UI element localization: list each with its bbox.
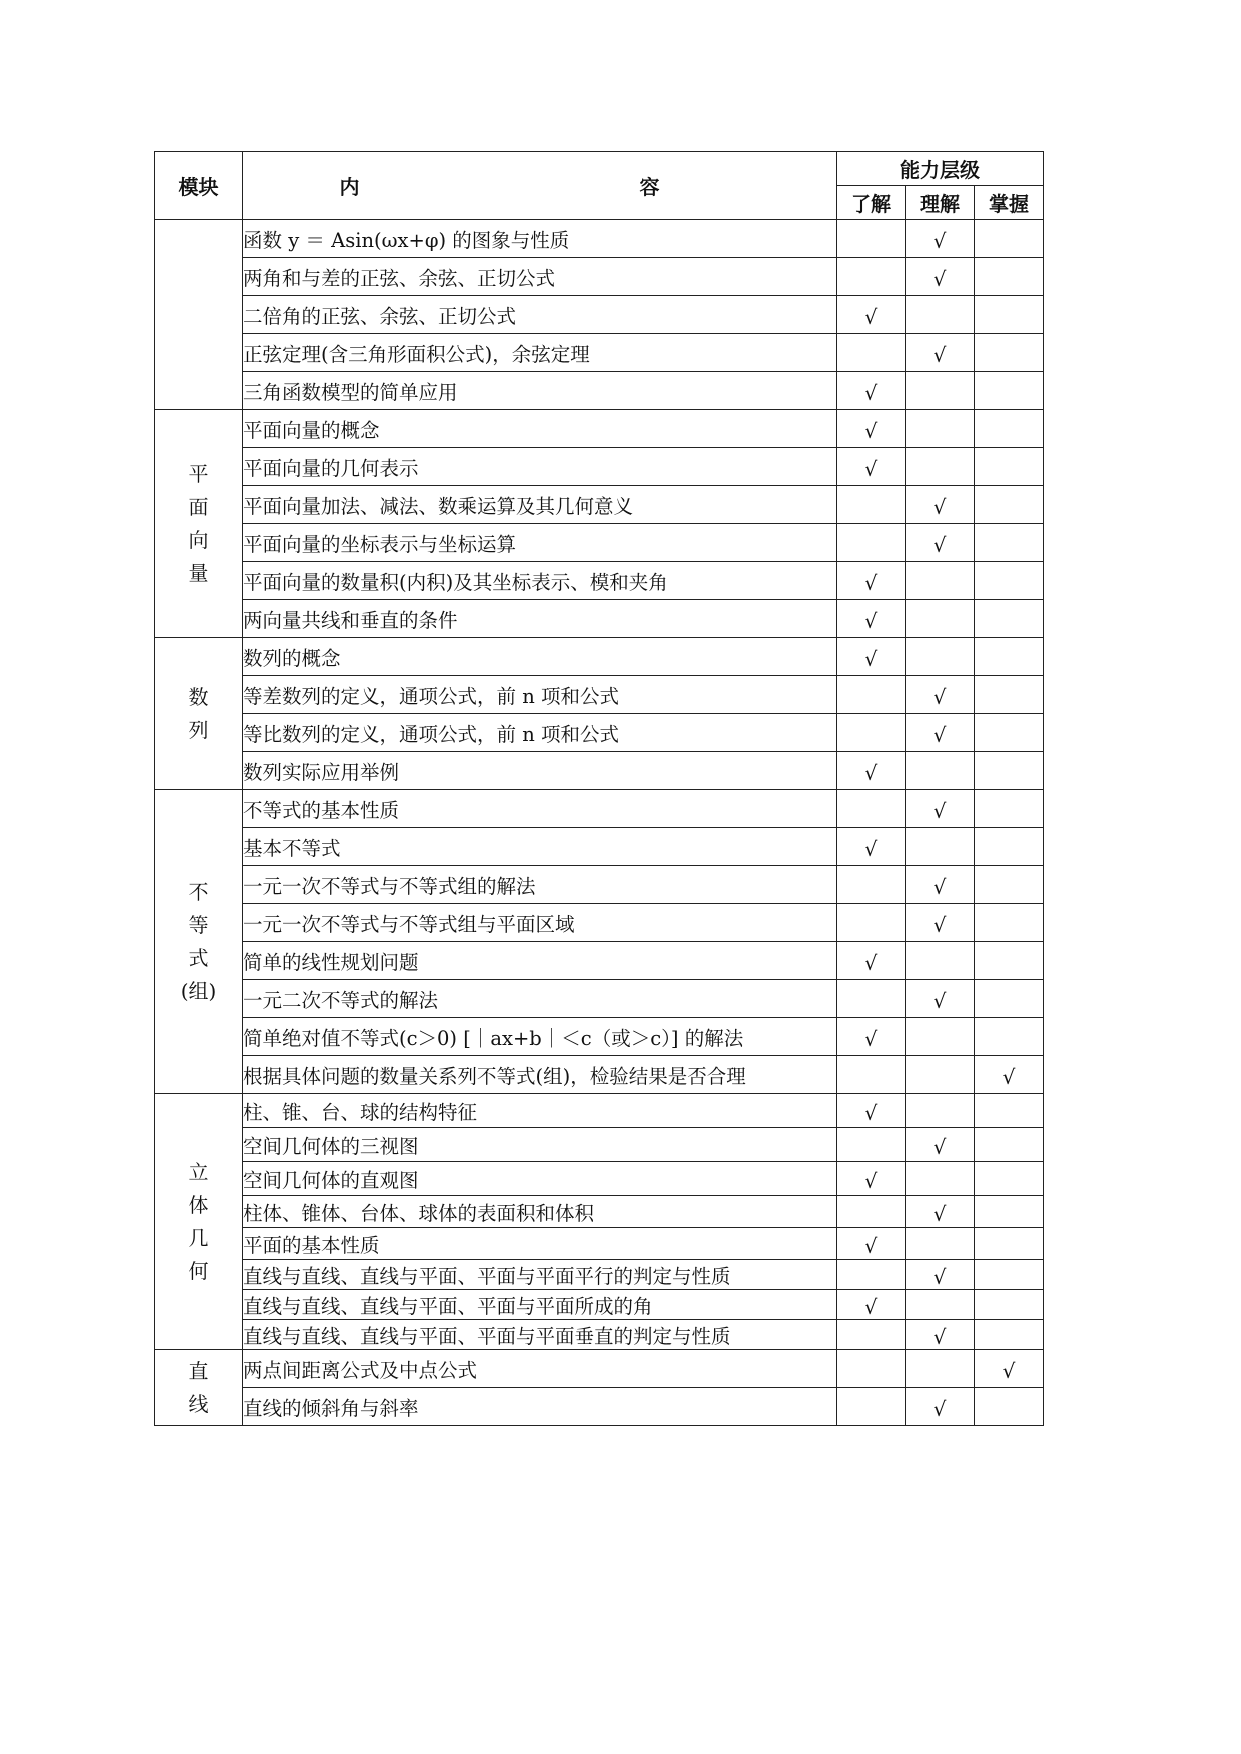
content-cell: 三角函数模型的简单应用 xyxy=(243,372,837,410)
content-cell: 数列的概念 xyxy=(243,638,837,676)
content-cell: 直线的倾斜角与斜率 xyxy=(243,1388,837,1426)
checkmark-icon: √ xyxy=(1002,1064,1016,1089)
content-cell: 直线与直线、直线与平面、平面与平面所成的角 xyxy=(243,1290,837,1320)
level-cell xyxy=(975,1320,1044,1350)
level-cell xyxy=(975,638,1044,676)
level-cell xyxy=(906,334,975,372)
level-cell xyxy=(837,600,906,638)
checkmark-icon: √ xyxy=(933,266,947,291)
level-cell xyxy=(975,296,1044,334)
level-cell xyxy=(837,638,906,676)
level-cell xyxy=(837,296,906,334)
content-cell: 平面向量的几何表示 xyxy=(243,448,837,486)
table-row xyxy=(155,1018,1044,1056)
checkmark-icon: √ xyxy=(864,456,878,481)
level-cell xyxy=(975,1162,1044,1196)
level-cell xyxy=(837,1260,906,1290)
table-row xyxy=(155,296,1044,334)
module-cell xyxy=(155,410,243,638)
checkmark-icon: √ xyxy=(933,228,947,253)
level-cell xyxy=(906,1290,975,1320)
level-cell xyxy=(975,600,1044,638)
table-row xyxy=(155,1388,1044,1426)
checkmark-icon: √ xyxy=(933,798,947,823)
checkmark-icon: √ xyxy=(864,1100,878,1125)
level-cell xyxy=(906,866,975,904)
level-cell xyxy=(906,220,975,258)
table-row xyxy=(155,676,1044,714)
level-cell xyxy=(906,752,975,790)
level-cell xyxy=(975,258,1044,296)
table-row xyxy=(155,410,1044,448)
level-cell xyxy=(837,1196,906,1228)
level-cell xyxy=(906,676,975,714)
level-cell xyxy=(906,714,975,752)
table-row xyxy=(155,334,1044,372)
level-cell xyxy=(906,410,975,448)
table-row xyxy=(155,220,1044,258)
level-cell xyxy=(837,1290,906,1320)
table-row xyxy=(155,1056,1044,1094)
table-row xyxy=(155,1128,1044,1162)
level-cell xyxy=(975,1260,1044,1290)
level-cell xyxy=(906,1196,975,1228)
content-cell: 平面向量的概念 xyxy=(243,410,837,448)
level-cell xyxy=(837,1056,906,1094)
level-cell xyxy=(975,1018,1044,1056)
level-cell xyxy=(906,790,975,828)
checkmark-icon: √ xyxy=(933,1134,947,1159)
level-cell xyxy=(837,562,906,600)
level-cell xyxy=(837,1162,906,1196)
checkmark-icon: √ xyxy=(933,722,947,747)
checkmark-icon: √ xyxy=(933,684,947,709)
level-cell xyxy=(975,676,1044,714)
level-cell xyxy=(975,1388,1044,1426)
level-cell xyxy=(975,410,1044,448)
level-cell xyxy=(975,524,1044,562)
content-cell: 平面的基本性质 xyxy=(243,1228,837,1260)
content-cell: 平面向量的坐标表示与坐标运算 xyxy=(243,524,837,562)
level-cell xyxy=(906,372,975,410)
level-cell xyxy=(906,486,975,524)
level-cell xyxy=(906,942,975,980)
content-cell: 空间几何体的三视图 xyxy=(243,1128,837,1162)
level-cell xyxy=(906,1260,975,1290)
level-cell xyxy=(837,258,906,296)
ability-level-header: 能力层级 xyxy=(837,152,1044,186)
table-row xyxy=(155,486,1044,524)
level-cell xyxy=(837,980,906,1018)
level-cell xyxy=(906,1094,975,1128)
level-cell xyxy=(975,562,1044,600)
table-row xyxy=(155,372,1044,410)
content-cell: 平面向量加法、减法、数乘运算及其几何意义 xyxy=(243,486,837,524)
ability-level-table xyxy=(154,151,1044,1426)
table-row xyxy=(155,980,1044,1018)
content-cell: 一元一次不等式与不等式组与平面区域 xyxy=(243,904,837,942)
level-cell xyxy=(975,448,1044,486)
checkmark-icon: √ xyxy=(864,1294,878,1319)
checkmark-icon: √ xyxy=(864,418,878,443)
table-row xyxy=(155,1228,1044,1260)
checkmark-icon: √ xyxy=(933,532,947,557)
table-row xyxy=(155,1094,1044,1128)
level-cell xyxy=(906,524,975,562)
level-cell xyxy=(975,942,1044,980)
content-cell: 一元一次不等式与不等式组的解法 xyxy=(243,866,837,904)
module-header: 模块 xyxy=(155,152,243,220)
content-cell: 根据具体问题的数量关系列不等式(组)，检验结果是否合理 xyxy=(243,1056,837,1094)
level-cell xyxy=(906,1388,975,1426)
level-cell xyxy=(975,1128,1044,1162)
module-cell xyxy=(155,1094,243,1350)
level-cell xyxy=(975,1056,1044,1094)
level-header-master: 掌握 xyxy=(975,186,1044,220)
level-cell xyxy=(975,220,1044,258)
level-cell xyxy=(837,1320,906,1350)
table-row xyxy=(155,828,1044,866)
checkmark-icon: √ xyxy=(864,1233,878,1258)
level-cell xyxy=(837,1018,906,1056)
level-cell xyxy=(906,1056,975,1094)
module-cell xyxy=(155,220,243,410)
level-header-comprehend: 理解 xyxy=(906,186,975,220)
content-cell: 柱、锥、台、球的结构特征 xyxy=(243,1094,837,1128)
table-row xyxy=(155,752,1044,790)
level-cell xyxy=(975,1350,1044,1388)
checkmark-icon: √ xyxy=(864,304,878,329)
table-row xyxy=(155,1320,1044,1350)
content-header: 内 容 xyxy=(243,152,837,220)
level-cell xyxy=(975,980,1044,1018)
content-cell: 直线与直线、直线与平面、平面与平面平行的判定与性质 xyxy=(243,1260,837,1290)
content-cell: 空间几何体的直观图 xyxy=(243,1162,837,1196)
level-cell xyxy=(906,1162,975,1196)
checkmark-icon: √ xyxy=(933,1201,947,1226)
content-cell: 数列实际应用举例 xyxy=(243,752,837,790)
table-row xyxy=(155,866,1044,904)
content-cell: 不等式的基本性质 xyxy=(243,790,837,828)
level-cell xyxy=(837,220,906,258)
level-cell xyxy=(906,258,975,296)
checkmark-icon: √ xyxy=(933,342,947,367)
level-cell xyxy=(837,942,906,980)
table-row xyxy=(155,790,1044,828)
table-row xyxy=(155,1350,1044,1388)
table-row xyxy=(155,904,1044,942)
level-cell xyxy=(906,1350,975,1388)
content-cell: 两角和与差的正弦、余弦、正切公式 xyxy=(243,258,837,296)
level-cell xyxy=(837,524,906,562)
content-cell: 简单绝对值不等式(c＞0) [｜ax+b｜＜c（或＞c）] 的解法 xyxy=(243,1018,837,1056)
level-cell xyxy=(906,448,975,486)
module-cell xyxy=(155,1350,243,1426)
level-cell xyxy=(837,1350,906,1388)
checkmark-icon: √ xyxy=(933,1264,947,1289)
level-cell xyxy=(837,866,906,904)
table-row xyxy=(155,1290,1044,1320)
table-row xyxy=(155,1196,1044,1228)
module-label: 数列 xyxy=(188,684,209,742)
content-cell: 正弦定理(含三角形面积公式)，余弦定理 xyxy=(243,334,837,372)
level-cell xyxy=(837,676,906,714)
checkmark-icon: √ xyxy=(933,874,947,899)
level-cell xyxy=(837,828,906,866)
table-row xyxy=(155,942,1044,980)
content-cell: 平面向量的数量积(内积)及其坐标表示、模和夹角 xyxy=(243,562,837,600)
checkmark-icon: √ xyxy=(933,988,947,1013)
checkmark-icon: √ xyxy=(864,836,878,861)
level-cell xyxy=(906,1320,975,1350)
content-cell: 直线与直线、直线与平面、平面与平面垂直的判定与性质 xyxy=(243,1320,837,1350)
content-cell: 两点间距离公式及中点公式 xyxy=(243,1350,837,1388)
level-cell xyxy=(975,486,1044,524)
checkmark-icon: √ xyxy=(864,1026,878,1051)
level-cell xyxy=(906,1018,975,1056)
table-row xyxy=(155,562,1044,600)
level-cell xyxy=(975,1228,1044,1260)
level-cell xyxy=(906,638,975,676)
level-cell xyxy=(906,1128,975,1162)
table-row xyxy=(155,1260,1044,1290)
table-row xyxy=(155,448,1044,486)
level-cell xyxy=(837,1228,906,1260)
checkmark-icon: √ xyxy=(933,1324,947,1349)
module-cell xyxy=(155,790,243,1094)
level-cell xyxy=(837,1094,906,1128)
checkmark-icon: √ xyxy=(864,646,878,671)
level-cell xyxy=(975,1290,1044,1320)
level-cell xyxy=(906,296,975,334)
table-row xyxy=(155,1162,1044,1196)
level-cell xyxy=(837,486,906,524)
content-cell: 柱体、锥体、台体、球体的表面积和体积 xyxy=(243,1196,837,1228)
content-cell: 二倍角的正弦、余弦、正切公式 xyxy=(243,296,837,334)
content-cell: 函数 y ＝ Asin(ωx+φ) 的图象与性质 xyxy=(243,220,837,258)
content-cell: 等差数列的定义，通项公式，前 n 项和公式 xyxy=(243,676,837,714)
content-cell: 一元二次不等式的解法 xyxy=(243,980,837,1018)
checkmark-icon: √ xyxy=(933,1396,947,1421)
checkmark-icon: √ xyxy=(864,760,878,785)
checkmark-icon: √ xyxy=(933,912,947,937)
level-cell xyxy=(975,904,1044,942)
content-cell: 等比数列的定义，通项公式，前 n 项和公式 xyxy=(243,714,837,752)
checkmark-icon: √ xyxy=(864,950,878,975)
checkmark-icon: √ xyxy=(864,570,878,595)
level-cell xyxy=(975,828,1044,866)
level-cell xyxy=(906,904,975,942)
level-cell xyxy=(906,562,975,600)
module-label: 平面向量 xyxy=(188,461,209,585)
level-cell xyxy=(837,1388,906,1426)
level-cell xyxy=(837,904,906,942)
level-cell xyxy=(975,752,1044,790)
level-cell xyxy=(837,752,906,790)
level-cell xyxy=(975,1094,1044,1128)
level-cell xyxy=(906,828,975,866)
level-cell xyxy=(837,714,906,752)
level-cell xyxy=(975,1196,1044,1228)
table-row xyxy=(155,258,1044,296)
level-cell xyxy=(906,600,975,638)
table-row xyxy=(155,638,1044,676)
content-cell: 简单的线性规划问题 xyxy=(243,942,837,980)
level-cell xyxy=(975,866,1044,904)
checkmark-icon: √ xyxy=(1002,1358,1016,1383)
checkmark-icon: √ xyxy=(864,1168,878,1193)
module-label: 直线 xyxy=(188,1358,209,1416)
level-cell xyxy=(837,410,906,448)
table-row xyxy=(155,600,1044,638)
checkmark-icon: √ xyxy=(933,494,947,519)
level-cell xyxy=(837,1128,906,1162)
level-cell xyxy=(837,448,906,486)
module-label: 不 等 式 (组) xyxy=(180,879,217,1003)
level-cell xyxy=(975,334,1044,372)
checkmark-icon: √ xyxy=(864,380,878,405)
content-cell: 基本不等式 xyxy=(243,828,837,866)
level-cell xyxy=(906,1228,975,1260)
table-body xyxy=(155,220,1044,1426)
level-cell xyxy=(975,790,1044,828)
level-cell xyxy=(837,372,906,410)
table-row xyxy=(155,714,1044,752)
level-cell xyxy=(975,372,1044,410)
level-cell xyxy=(975,714,1044,752)
module-cell xyxy=(155,638,243,790)
level-cell xyxy=(837,334,906,372)
table-row xyxy=(155,524,1044,562)
content-cell: 两向量共线和垂直的条件 xyxy=(243,600,837,638)
level-header-understand: 了解 xyxy=(837,186,906,220)
checkmark-icon: √ xyxy=(864,608,878,633)
level-cell xyxy=(906,980,975,1018)
level-cell xyxy=(837,790,906,828)
module-label: 立体几何 xyxy=(188,1159,209,1283)
